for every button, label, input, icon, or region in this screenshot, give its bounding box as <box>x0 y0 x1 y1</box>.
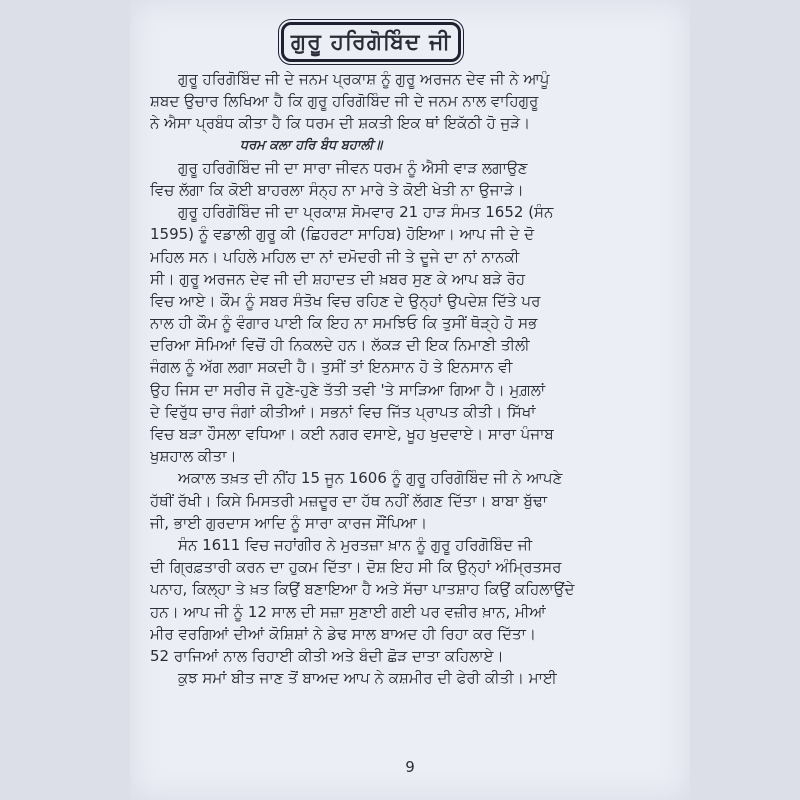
scripture-quote: ਧਰਮ ਕਲਾ ਹਰਿ ਬੰਧ ਬਹਾਲੀ॥ <box>240 137 383 153</box>
text-line: ਵਿਚ ਬੜਾ ਹੌਸਲਾ ਵਧਿਆ। ਕਈ ਨਗਰ ਵਸਾਏ, ਖੂਹ ਖੁਦਵਾਏ। ਸਾਰਾ ਪੰਜਾਬ <box>150 425 554 443</box>
text-line: ਅਕਾਲ ਤਖ਼ਤ ਦੀ ਨੀਂਹ 15 ਜੂਨ 1606 ਨੂੰ ਗੁਰੂ ਹਰਿਗੋਬਿੰਦ ਜੀ ਨੇ ਆਪਣੇ <box>178 469 563 488</box>
page-title: ਗੁਰੂ ਹਰਿਗੋਬਿੰਦ ਜੀ <box>281 22 461 62</box>
text-line: ਦਰਿਆ ਸੋਮਿਆਂ ਵਿਚੋਂ ਹੀ ਨਿਕਲਦੇ ਹਨ। ਲੱਕੜ ਦੀ ਇਕ ਨਿਮਾਣੀ ਤੀਲੀ <box>150 336 530 355</box>
text-line: ਪਨਾਹ, ਕਿਲ੍ਹਾ ਤੇ ਖ਼ਤ ਕਿਉਂ ਬਣਾਇਆ ਹੈ ਅਤੇ ਸੱਚਾ ਪਾਤਸ਼ਾਹ ਕਿਉਂ ਕਹਿਲਾਉਂਦੇ <box>150 580 575 599</box>
text-line: ਸ਼ਬਦ ਉਚਾਰ ਲਿਖਿਆ ਹੈ ਕਿ ਗੁਰੂ ਹਰਿਗੋਬਿੰਦ ਜੀ ਦੇ ਜਨਮ ਨਾਲ ਵਾਹਿਗੁਰੂ <box>150 92 539 111</box>
text-line: 52 ਰਾਜਿਆਂ ਨਾਲ ਰਿਹਾਈ ਕੀਤੀ ਅਤੇ ਬੰਦੀ ਛੋੜ ਦਾਤਾ ਕਹਿਲਾਏ। <box>150 646 504 665</box>
text-line: ਮਹਿਲ ਸਨ। ਪਹਿਲੇ ਮਹਿਲ ਦਾ ਨਾਂ ਦਮੋਦਰੀ ਜੀ ਤੇ ਦੂਜੇ ਦਾ ਨਾਂ ਨਾਨਕੀ <box>150 247 520 266</box>
text-line: ਜੀ, ਭਾਈ ਗੁਰਦਾਸ ਆਦਿ ਨੂੰ ਸਾਰਾ ਕਾਰਜ ਸੌਂਪਿਆ। <box>150 513 428 532</box>
text-line: ਉਹ ਜਿਸ ਦਾ ਸਰੀਰ ਜੋ ਹੁਣੇ-ਹੁਣੇ ਤੱਤੀ ਤਵੀ 'ਤੇ ਸਾੜਿਆ ਗਿਆ ਹੈ। ਮੁਗ਼ਲਾਂ <box>150 380 546 399</box>
text-line: ਗੁਰੂ ਹਰਿਗੋਬਿੰਦ ਜੀ ਦਾ ਪ੍ਰਕਾਸ਼ ਸੋਮਵਾਰ 21 ਹਾੜ ਸੰਮਤ 1652 (ਸੰਨ <box>178 203 554 222</box>
text-line: ਸੰਨ 1611 ਵਿਚ ਜਹਾਂਗੀਰ ਨੇ ਮੁਰਤਜ਼ਾ ਖ਼ਾਨ ਨੂੰ ਗੁਰੂ ਹਰਿਗੋਬਿੰਦ ਜੀ <box>178 535 533 554</box>
text-line: ਵਿਚ ਲੱਗਾ ਕਿ ਕੋਈ ਬਾਹਰਲਾ ਸੰਨ੍ਹ ਨਾ ਮਾਰੇ ਤੇ ਕੋਈ ਖੇਤੀ ਨਾ ਉਜਾੜੇ। <box>150 180 524 199</box>
text-line: ਸੀ। ਗੁਰੂ ਅਰਜਨ ਦੇਵ ਜੀ ਦੀ ਸ਼ਹਾਦਤ ਦੀ ਖ਼ਬਰ ਸੁਣ ਕੇ ਆਪ ਬੜੇ ਰੋਹ <box>150 269 526 288</box>
text-line: ਖੁਸ਼ਹਾਲ ਕੀਤਾ। <box>150 447 237 466</box>
body-text <box>150 68 675 689</box>
text-line: ਦੇ ਵਿਰੁੱਧ ਚਾਰ ਜੰਗਾਂ ਕੀਤੀਆਂ। ਸਭਨਾਂ ਵਿਚ ਜਿੱਤ ਪ੍ਰਾਪਤ ਕੀਤੀ। ਸਿੱਖਾਂ <box>150 402 536 421</box>
text-line: ਹੱਥੀਂ ਰੱਖੀ। ਕਿਸੇ ਮਿਸਤਰੀ ਮਜ਼ਦੂਰ ਦਾ ਹੱਥ ਨਹੀਂ ਲੱਗਣ ਦਿੱਤਾ। ਬਾਬਾ ਬੁੱਢਾ <box>150 491 548 510</box>
text-line: 1595) ਨੂੰ ਵਡਾਲੀ ਗੁਰੂ ਕੀ (ਛਿਹਰਟਾ ਸਾਹਿਬ) ਹੋਇਆ। ਆਪ ਜੀ ਦੇ ਦੋ <box>150 225 535 244</box>
text-line: ਮੀਰ ਵਰਗਿਆਂ ਦੀਆਂ ਕੋਸ਼ਿਸ਼ਾਂ ਨੇ ਡੇਢ ਸਾਲ ਬਾਅਦ ਹੀ ਰਿਹਾ ਕਰ ਦਿੱਤਾ। <box>150 624 537 643</box>
text-line: ਹਨ। ਆਪ ਜੀ ਨੂੰ 12 ਸਾਲ ਦੀ ਸਜ਼ਾ ਸੁਣਾਈ ਗਈ ਪਰ ਵਜ਼ੀਰ ਖ਼ਾਨ, ਮੀਆਂ <box>150 602 546 621</box>
text-line: ਜੰਗਲ ਨੂੰ ਅੱਗ ਲਗਾ ਸਕਦੀ ਹੈ। ਤੁਸੀਂ ਤਾਂ ਇਨਸਾਨ ਹੋ ਤੇ ਇਨਸਾਨ ਵੀ <box>150 358 513 377</box>
text-line: ਕੁਝ ਸਮਾਂ ਬੀਤ ਜਾਣ ਤੋਂ ਬਾਅਦ ਆਪ ਨੇ ਕਸ਼ਮੀਰ ਦੀ ਫੇਰੀ ਕੀਤੀ। ਮਾਈ <box>178 669 557 688</box>
text-line: ਨਾਲ ਹੀ ਕੌਮ ਨੂੰ ਵੰਗਾਰ ਪਾਈ ਕਿ ਇਹ ਨਾ ਸਮਝਿਓ ਕਿ ਤੁਸੀਂ ਥੋੜ੍ਹੇ ਹੋ ਸਭ <box>150 314 538 333</box>
text-line: ਦੀ ਗ੍ਰਿਫ਼ਤਾਰੀ ਕਰਨ ਦਾ ਹੁਕਮ ਦਿੱਤਾ। ਦੋਸ਼ ਇਹ ਸੀ ਕਿ ਉਨ੍ਹਾਂ ਅੰਮ੍ਰਿਤਸਰ <box>150 558 562 577</box>
text-line: ਗੁਰੂ ਹਰਿਗੋਬਿੰਦ ਜੀ ਦਾ ਸਾਰਾ ਜੀਵਨ ਧਰਮ ਨੂੰ ਐਸੀ ਵਾੜ ਲਗਾਉਣ <box>178 158 528 177</box>
text-line: ਨੇ ਐਸਾ ਪ੍ਰਬੰਧ ਕੀਤਾ ਹੈ ਕਿ ਧਰਮ ਦੀ ਸ਼ਕਤੀ ਇਕ ਥਾਂ ਇਕੱਠੀ ਹੋ ਜੁੜੇ। <box>150 114 531 133</box>
book-page <box>130 0 690 800</box>
text-line: ਵਿਚ ਆਏ। ਕੌਮ ਨੂੰ ਸਬਰ ਸੰਤੋਖ ਵਿਚ ਰਹਿਣ ਦੇ ਉਨ੍ਹਾਂ ਉਪਦੇਸ਼ ਦਿੱਤੇ ਪਰ <box>150 291 541 310</box>
text-line: ਗੁਰੂ ਹਰਿਗੋਬਿੰਦ ਜੀ ਦੇ ਜਨਮ ਪ੍ਰਕਾਸ਼ ਨੂੰ ਗੁਰੂ ਅਰਜਨ ਦੇਵ ਜੀ ਨੇ ਆਪੂੰ <box>178 70 550 88</box>
page-number: 9 <box>405 758 415 776</box>
